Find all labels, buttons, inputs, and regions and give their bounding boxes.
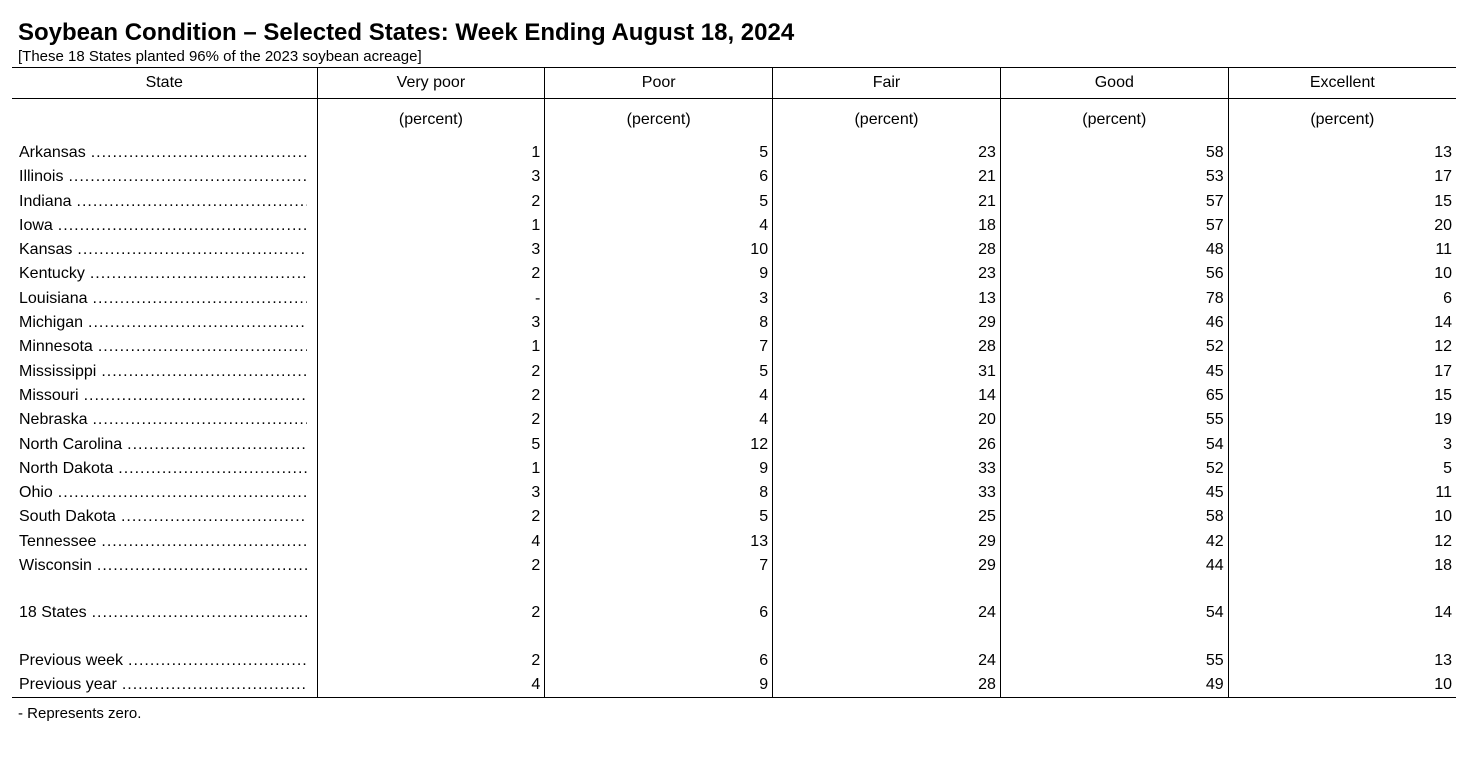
state-cell bbox=[12, 505, 317, 529]
dot-leader bbox=[77, 238, 306, 262]
state-name: Iowa bbox=[19, 216, 53, 234]
value-cell-very-poor: 2 bbox=[317, 649, 545, 673]
value-cell-poor: 9 bbox=[545, 262, 773, 286]
value-cell-good: 45 bbox=[1000, 481, 1228, 505]
state-name: South Dakota bbox=[19, 508, 116, 526]
value-cell-good: 53 bbox=[1000, 165, 1228, 189]
dot-leader bbox=[128, 649, 306, 673]
value-cell-very-poor: 3 bbox=[317, 481, 545, 505]
value-cell-poor: 6 bbox=[545, 165, 773, 189]
value-cell-good: 54 bbox=[1000, 601, 1228, 625]
value-cell-poor: 6 bbox=[545, 649, 773, 673]
state-cell bbox=[12, 360, 317, 384]
value-cell-fair: 29 bbox=[773, 530, 1001, 554]
table-row bbox=[12, 287, 1456, 311]
value-cell-excellent: 10 bbox=[1228, 262, 1456, 286]
value-cell-fair: 26 bbox=[773, 433, 1001, 457]
value-cell-excellent: 20 bbox=[1228, 214, 1456, 238]
dot-leader bbox=[58, 214, 307, 238]
table-row bbox=[12, 481, 1456, 505]
value-cell-fair: 13 bbox=[773, 287, 1001, 311]
table-row bbox=[12, 433, 1456, 457]
value-cell-very-poor: 5 bbox=[317, 433, 545, 457]
comparison-row bbox=[12, 673, 1456, 698]
value-cell-very-poor: 3 bbox=[317, 165, 545, 189]
state-cell bbox=[12, 408, 317, 432]
column-header-good: Good bbox=[1000, 68, 1228, 99]
value-cell-poor: 5 bbox=[545, 360, 773, 384]
value-cell-very-poor: 2 bbox=[317, 505, 545, 529]
dot-leader bbox=[121, 505, 307, 529]
value-cell-very-poor: 3 bbox=[317, 311, 545, 335]
total-row bbox=[12, 601, 1456, 625]
state-cell bbox=[12, 214, 317, 238]
value-cell-very-poor: 3 bbox=[317, 238, 545, 262]
spacer-cell bbox=[1000, 578, 1228, 601]
value-cell-fair: 20 bbox=[773, 408, 1001, 432]
column-header-state: State bbox=[12, 68, 317, 99]
value-cell-good: 55 bbox=[1000, 649, 1228, 673]
value-cell-good: 78 bbox=[1000, 287, 1228, 311]
state-cell bbox=[12, 141, 317, 165]
state-cell bbox=[12, 335, 317, 359]
column-header-poor: Poor bbox=[545, 68, 773, 99]
value-cell-excellent: 17 bbox=[1228, 360, 1456, 384]
dot-leader bbox=[77, 190, 307, 214]
value-cell-fair: 21 bbox=[773, 165, 1001, 189]
dot-leader bbox=[84, 384, 307, 408]
spacer-cell bbox=[12, 578, 317, 601]
table-row bbox=[12, 505, 1456, 529]
value-cell-fair: 28 bbox=[773, 238, 1001, 262]
value-cell-poor: 7 bbox=[545, 335, 773, 359]
value-cell-very-poor: 2 bbox=[317, 190, 545, 214]
state-name: North Dakota bbox=[19, 459, 114, 477]
value-cell-fair: 28 bbox=[773, 673, 1001, 698]
value-cell-very-poor: 2 bbox=[317, 408, 545, 432]
dot-leader bbox=[92, 601, 307, 625]
state-cell bbox=[12, 530, 317, 554]
spacer-cell bbox=[1228, 578, 1456, 601]
state-name: Kansas bbox=[19, 241, 73, 259]
value-cell-fair: 33 bbox=[773, 481, 1001, 505]
units-cell bbox=[12, 99, 317, 142]
state-name: Previous week bbox=[19, 651, 124, 669]
spacer-cell bbox=[317, 626, 545, 649]
spacer-cell bbox=[773, 578, 1001, 601]
value-cell-very-poor: 4 bbox=[317, 530, 545, 554]
value-cell-fair: 21 bbox=[773, 190, 1001, 214]
value-cell-poor: 10 bbox=[545, 238, 773, 262]
value-cell-good: 44 bbox=[1000, 554, 1228, 578]
value-cell-good: 58 bbox=[1000, 141, 1228, 165]
table-body bbox=[12, 141, 1456, 698]
value-cell-very-poor: 2 bbox=[317, 384, 545, 408]
spacer-cell bbox=[773, 626, 1001, 649]
table-row bbox=[12, 335, 1456, 359]
dot-leader bbox=[98, 335, 307, 359]
state-name: Indiana bbox=[19, 192, 72, 210]
value-cell-poor: 9 bbox=[545, 457, 773, 481]
dot-leader bbox=[58, 481, 307, 505]
value-cell-good: 49 bbox=[1000, 673, 1228, 698]
state-name: Previous year bbox=[19, 675, 117, 693]
value-cell-very-poor: - bbox=[317, 287, 545, 311]
value-cell-excellent: 6 bbox=[1228, 287, 1456, 311]
state-name: 18 States bbox=[19, 604, 87, 622]
value-cell-good: 58 bbox=[1000, 505, 1228, 529]
value-cell-good: 57 bbox=[1000, 190, 1228, 214]
state-name: Michigan bbox=[19, 314, 84, 332]
table-row bbox=[12, 165, 1456, 189]
state-name: Wisconsin bbox=[19, 557, 92, 575]
state-name: Missouri bbox=[19, 386, 79, 404]
column-header-fair: Fair bbox=[773, 68, 1001, 99]
value-cell-fair: 31 bbox=[773, 360, 1001, 384]
dot-leader bbox=[127, 433, 306, 457]
table-row bbox=[12, 384, 1456, 408]
value-cell-fair: 23 bbox=[773, 262, 1001, 286]
spacer-row bbox=[12, 578, 1456, 601]
value-cell-excellent: 12 bbox=[1228, 530, 1456, 554]
value-cell-fair: 24 bbox=[773, 649, 1001, 673]
state-name: Minnesota bbox=[19, 338, 93, 356]
value-cell-very-poor: 2 bbox=[317, 601, 545, 625]
footnote: - Represents zero. bbox=[18, 705, 142, 723]
state-name: Nebraska bbox=[19, 411, 88, 429]
state-cell bbox=[12, 238, 317, 262]
units-row bbox=[12, 99, 1456, 142]
state-cell bbox=[12, 190, 317, 214]
dot-leader bbox=[91, 141, 307, 165]
table-row bbox=[12, 408, 1456, 432]
state-cell bbox=[12, 384, 317, 408]
spacer-row bbox=[12, 626, 1456, 649]
dot-leader bbox=[97, 554, 307, 578]
comparison-row bbox=[12, 649, 1456, 673]
state-cell bbox=[12, 554, 317, 578]
units-cell: (percent) bbox=[545, 99, 773, 142]
value-cell-very-poor: 1 bbox=[317, 457, 545, 481]
dot-leader bbox=[101, 530, 306, 554]
state-name: Mississippi bbox=[19, 362, 97, 380]
table-row bbox=[12, 360, 1456, 384]
value-cell-good: 46 bbox=[1000, 311, 1228, 335]
table-row bbox=[12, 530, 1456, 554]
value-cell-poor: 4 bbox=[545, 384, 773, 408]
value-cell-good: 56 bbox=[1000, 262, 1228, 286]
value-cell-excellent: 14 bbox=[1228, 311, 1456, 335]
value-cell-excellent: 14 bbox=[1228, 601, 1456, 625]
spacer-cell bbox=[1228, 626, 1456, 649]
value-cell-fair: 28 bbox=[773, 335, 1001, 359]
value-cell-excellent: 19 bbox=[1228, 408, 1456, 432]
table-row bbox=[12, 141, 1456, 165]
value-cell-excellent: 3 bbox=[1228, 433, 1456, 457]
value-cell-excellent: 10 bbox=[1228, 505, 1456, 529]
spacer-cell bbox=[545, 578, 773, 601]
value-cell-good: 45 bbox=[1000, 360, 1228, 384]
value-cell-poor: 13 bbox=[545, 530, 773, 554]
value-cell-good: 52 bbox=[1000, 457, 1228, 481]
value-cell-very-poor: 4 bbox=[317, 673, 545, 698]
value-cell-excellent: 11 bbox=[1228, 238, 1456, 262]
table-row bbox=[12, 311, 1456, 335]
state-name: Kentucky bbox=[19, 265, 85, 283]
value-cell-poor: 5 bbox=[545, 505, 773, 529]
document-page bbox=[12, 18, 1456, 723]
table-row bbox=[12, 214, 1456, 238]
value-cell-fair: 18 bbox=[773, 214, 1001, 238]
state-name: Tennessee bbox=[19, 532, 97, 550]
dot-leader bbox=[88, 311, 306, 335]
value-cell-very-poor: 2 bbox=[317, 554, 545, 578]
dot-leader bbox=[68, 165, 306, 189]
table-row bbox=[12, 238, 1456, 262]
value-cell-poor: 8 bbox=[545, 481, 773, 505]
value-cell-poor: 5 bbox=[545, 141, 773, 165]
dot-leader bbox=[93, 287, 307, 311]
value-cell-poor: 4 bbox=[545, 214, 773, 238]
units-cell: (percent) bbox=[1228, 99, 1456, 142]
dot-leader bbox=[90, 262, 307, 286]
column-header-excellent: Excellent bbox=[1228, 68, 1456, 99]
state-cell bbox=[12, 481, 317, 505]
dot-leader bbox=[118, 457, 306, 481]
dot-leader bbox=[122, 673, 307, 697]
value-cell-good: 52 bbox=[1000, 335, 1228, 359]
value-cell-good: 55 bbox=[1000, 408, 1228, 432]
units-cell: (percent) bbox=[317, 99, 545, 142]
state-cell bbox=[12, 262, 317, 286]
value-cell-very-poor: 1 bbox=[317, 214, 545, 238]
units-cell: (percent) bbox=[773, 99, 1001, 142]
value-cell-fair: 24 bbox=[773, 601, 1001, 625]
state-cell bbox=[12, 433, 317, 457]
table-title: Soybean Condition – Selected States: Week Ending August 18, 2024 bbox=[18, 19, 795, 46]
column-header-very-poor: Very poor bbox=[317, 68, 545, 99]
state-cell bbox=[12, 287, 317, 311]
value-cell-very-poor: 1 bbox=[317, 335, 545, 359]
value-cell-poor: 8 bbox=[545, 311, 773, 335]
state-cell bbox=[12, 673, 317, 698]
value-cell-fair: 23 bbox=[773, 141, 1001, 165]
state-name: Louisiana bbox=[19, 289, 88, 307]
value-cell-poor: 3 bbox=[545, 287, 773, 311]
value-cell-excellent: 11 bbox=[1228, 481, 1456, 505]
value-cell-fair: 14 bbox=[773, 384, 1001, 408]
value-cell-excellent: 15 bbox=[1228, 384, 1456, 408]
value-cell-very-poor: 2 bbox=[317, 360, 545, 384]
value-cell-poor: 7 bbox=[545, 554, 773, 578]
value-cell-fair: 25 bbox=[773, 505, 1001, 529]
state-name: Illinois bbox=[19, 168, 64, 186]
value-cell-fair: 29 bbox=[773, 311, 1001, 335]
spacer-cell bbox=[545, 626, 773, 649]
state-name: Arkansas bbox=[19, 144, 86, 161]
value-cell-very-poor: 1 bbox=[317, 141, 545, 165]
table-row bbox=[12, 190, 1456, 214]
state-cell bbox=[12, 457, 317, 481]
value-cell-excellent: 12 bbox=[1228, 335, 1456, 359]
value-cell-excellent: 18 bbox=[1228, 554, 1456, 578]
value-cell-excellent: 5 bbox=[1228, 457, 1456, 481]
value-cell-good: 65 bbox=[1000, 384, 1228, 408]
value-cell-good: 48 bbox=[1000, 238, 1228, 262]
table-row bbox=[12, 457, 1456, 481]
value-cell-fair: 33 bbox=[773, 457, 1001, 481]
table-row bbox=[12, 554, 1456, 578]
value-cell-excellent: 10 bbox=[1228, 673, 1456, 698]
state-name: Ohio bbox=[19, 484, 53, 502]
state-name: North Carolina bbox=[19, 435, 123, 453]
value-cell-poor: 6 bbox=[545, 601, 773, 625]
value-cell-excellent: 17 bbox=[1228, 165, 1456, 189]
dot-leader bbox=[92, 408, 306, 432]
value-cell-good: 42 bbox=[1000, 530, 1228, 554]
table-row bbox=[12, 262, 1456, 286]
state-cell bbox=[12, 649, 317, 673]
state-cell bbox=[12, 601, 317, 625]
value-cell-poor: 9 bbox=[545, 673, 773, 698]
value-cell-excellent: 13 bbox=[1228, 141, 1456, 165]
value-cell-good: 57 bbox=[1000, 214, 1228, 238]
value-cell-poor: 4 bbox=[545, 408, 773, 432]
spacer-cell bbox=[12, 626, 317, 649]
value-cell-very-poor: 2 bbox=[317, 262, 545, 286]
state-cell bbox=[12, 165, 317, 189]
soybean-condition-table bbox=[12, 67, 1456, 698]
table-subtitle: [These 18 States planted 96% of the 2023 soybean acreage] bbox=[18, 48, 422, 65]
spacer-cell bbox=[1000, 626, 1228, 649]
value-cell-good: 54 bbox=[1000, 433, 1228, 457]
value-cell-fair: 29 bbox=[773, 554, 1001, 578]
value-cell-poor: 12 bbox=[545, 433, 773, 457]
value-cell-poor: 5 bbox=[545, 190, 773, 214]
dot-leader bbox=[101, 360, 306, 384]
state-cell bbox=[12, 311, 317, 335]
units-cell: (percent) bbox=[1000, 99, 1228, 142]
value-cell-excellent: 13 bbox=[1228, 649, 1456, 673]
spacer-cell bbox=[317, 578, 545, 601]
header-row bbox=[12, 68, 1456, 99]
value-cell-excellent: 15 bbox=[1228, 190, 1456, 214]
